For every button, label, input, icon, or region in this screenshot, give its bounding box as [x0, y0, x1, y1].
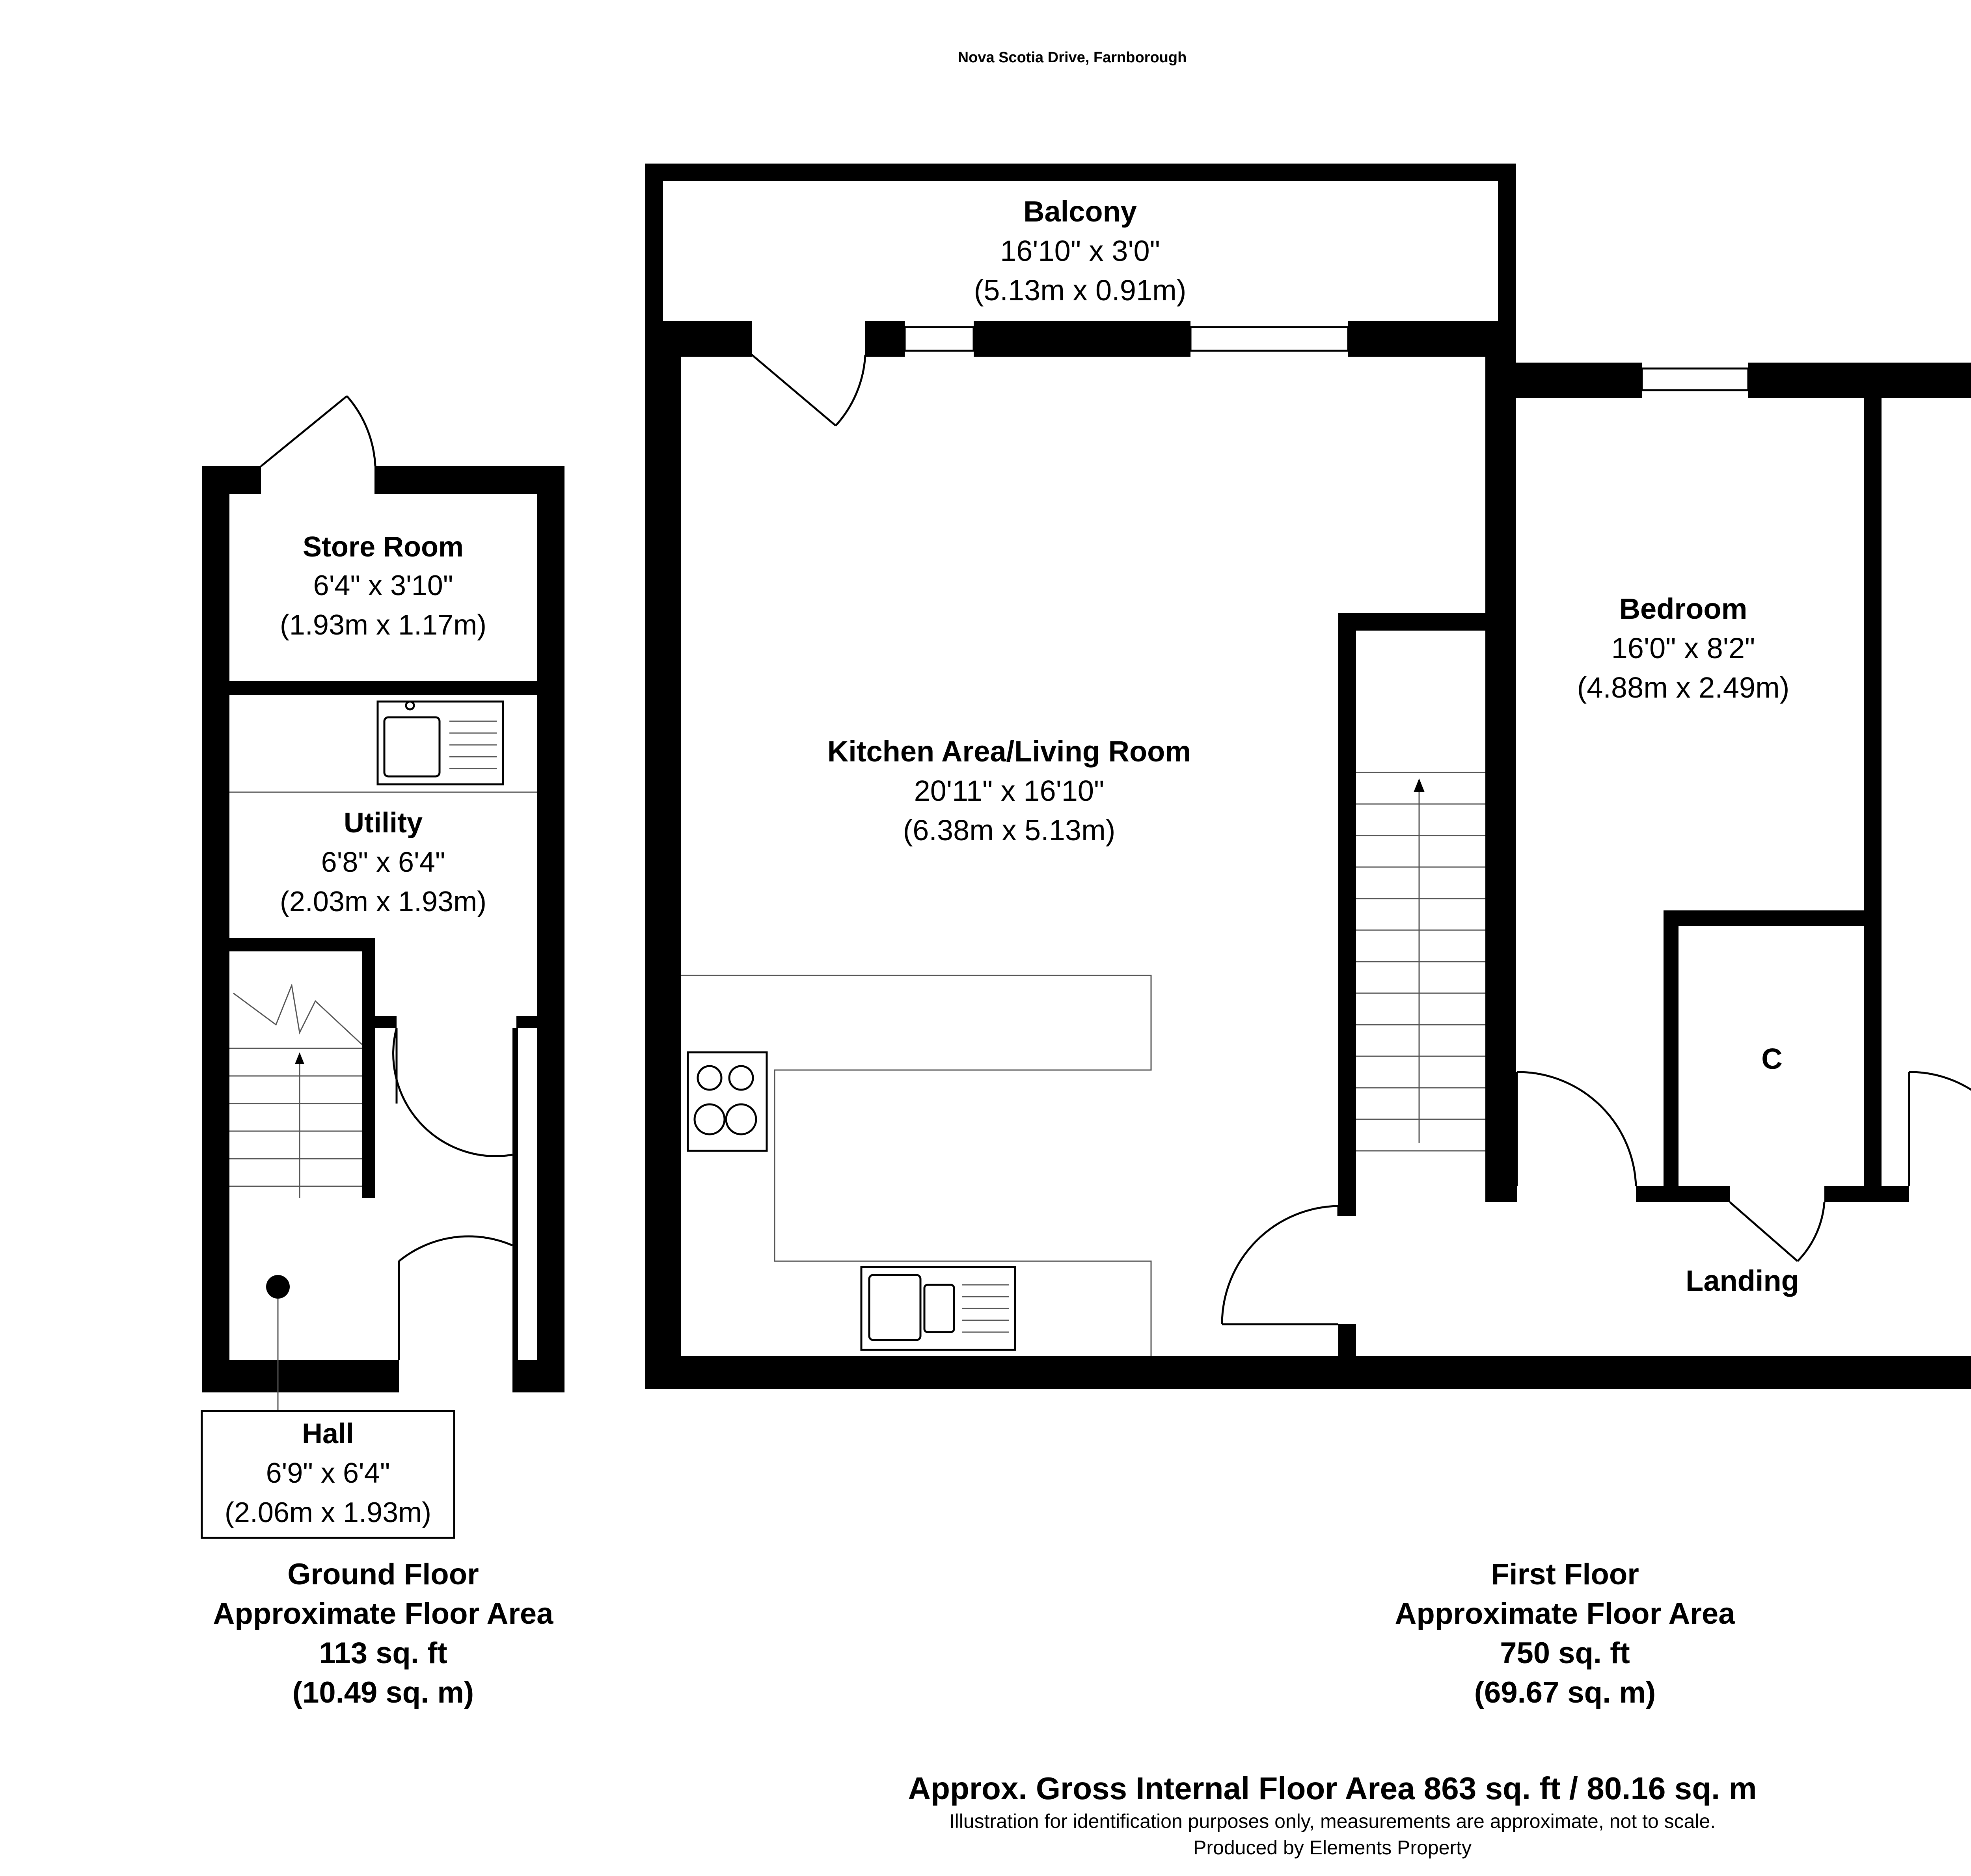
svg-text:16'10" x 3'0": 16'10" x 3'0": [1000, 234, 1160, 267]
label-kitchen-living-room: [827, 735, 1191, 847]
svg-text:20'11" x 16'10": 20'11" x 16'10": [914, 774, 1105, 807]
label-hall: [202, 1411, 454, 1538]
svg-text:(2.06m x 1.93m): (2.06m x 1.93m): [224, 1497, 432, 1528]
disclaimer: Illustration for identification purposes only, measurements are approximate, not to scale.: [949, 1810, 1716, 1832]
svg-text:6'9" x 6'4": 6'9" x 6'4": [266, 1457, 390, 1489]
footer: [908, 1771, 1757, 1859]
svg-text:Store Room: Store Room: [302, 531, 464, 563]
svg-text:113 sq. ft: 113 sq. ft: [319, 1636, 447, 1670]
svg-text:Approximate Floor Area: Approximate Floor Area: [1395, 1597, 1735, 1630]
ground-floor-summary: [213, 1558, 554, 1709]
label-utility: [280, 807, 486, 918]
svg-text:6'8" x 6'4": 6'8" x 6'4": [321, 847, 445, 878]
svg-text:Kitchen Area/Living Room: Kitchen Area/Living Room: [827, 735, 1191, 768]
svg-text:Ground Floor: Ground Floor: [287, 1558, 479, 1591]
label-balcony: [974, 195, 1187, 307]
svg-text:Utility: Utility: [343, 807, 423, 839]
svg-text:(5.13m x 0.91m): (5.13m x 0.91m): [974, 274, 1187, 307]
svg-text:(4.88m x 2.49m): (4.88m x 2.49m): [1577, 671, 1790, 704]
first-floor-plan: [645, 164, 1971, 1413]
svg-text:16'0" x 8'2": 16'0" x 8'2": [1611, 632, 1755, 664]
svg-text:(10.49 sq. m): (10.49 sq. m): [292, 1676, 474, 1709]
svg-text:(6.38m x 5.13m): (6.38m x 5.13m): [903, 814, 1116, 847]
svg-text:Approximate Floor Area: Approximate Floor Area: [213, 1597, 553, 1630]
label-cupboard: C: [1761, 1042, 1783, 1075]
svg-text:(2.03m x 1.93m): (2.03m x 1.93m): [279, 886, 487, 918]
svg-text:6'4" x 3'10": 6'4" x 3'10": [313, 570, 453, 601]
svg-text:750 sq. ft: 750 sq. ft: [1500, 1636, 1630, 1670]
address-title: Nova Scotia Drive, Farnborough: [958, 49, 1187, 66]
svg-text:Hall: Hall: [302, 1418, 354, 1450]
label-landing: Landing: [1686, 1264, 1799, 1297]
label-bedroom-1: [1577, 592, 1790, 704]
svg-text:Balcony: Balcony: [1023, 195, 1137, 228]
svg-text:Bedroom: Bedroom: [1619, 592, 1747, 625]
svg-text:First Floor: First Floor: [1491, 1558, 1639, 1591]
svg-text:(1.93m x 1.17m): (1.93m x 1.17m): [279, 609, 487, 641]
label-store-room: [280, 531, 486, 641]
gross-area: Approx. Gross Internal Floor Area 863 sq. ft / 80.16 sq. m: [908, 1771, 1757, 1806]
produced-by: Produced by Elements Property: [1193, 1837, 1472, 1859]
svg-text:(69.67 sq. m): (69.67 sq. m): [1474, 1676, 1656, 1709]
first-floor-summary: [1395, 1558, 1736, 1709]
